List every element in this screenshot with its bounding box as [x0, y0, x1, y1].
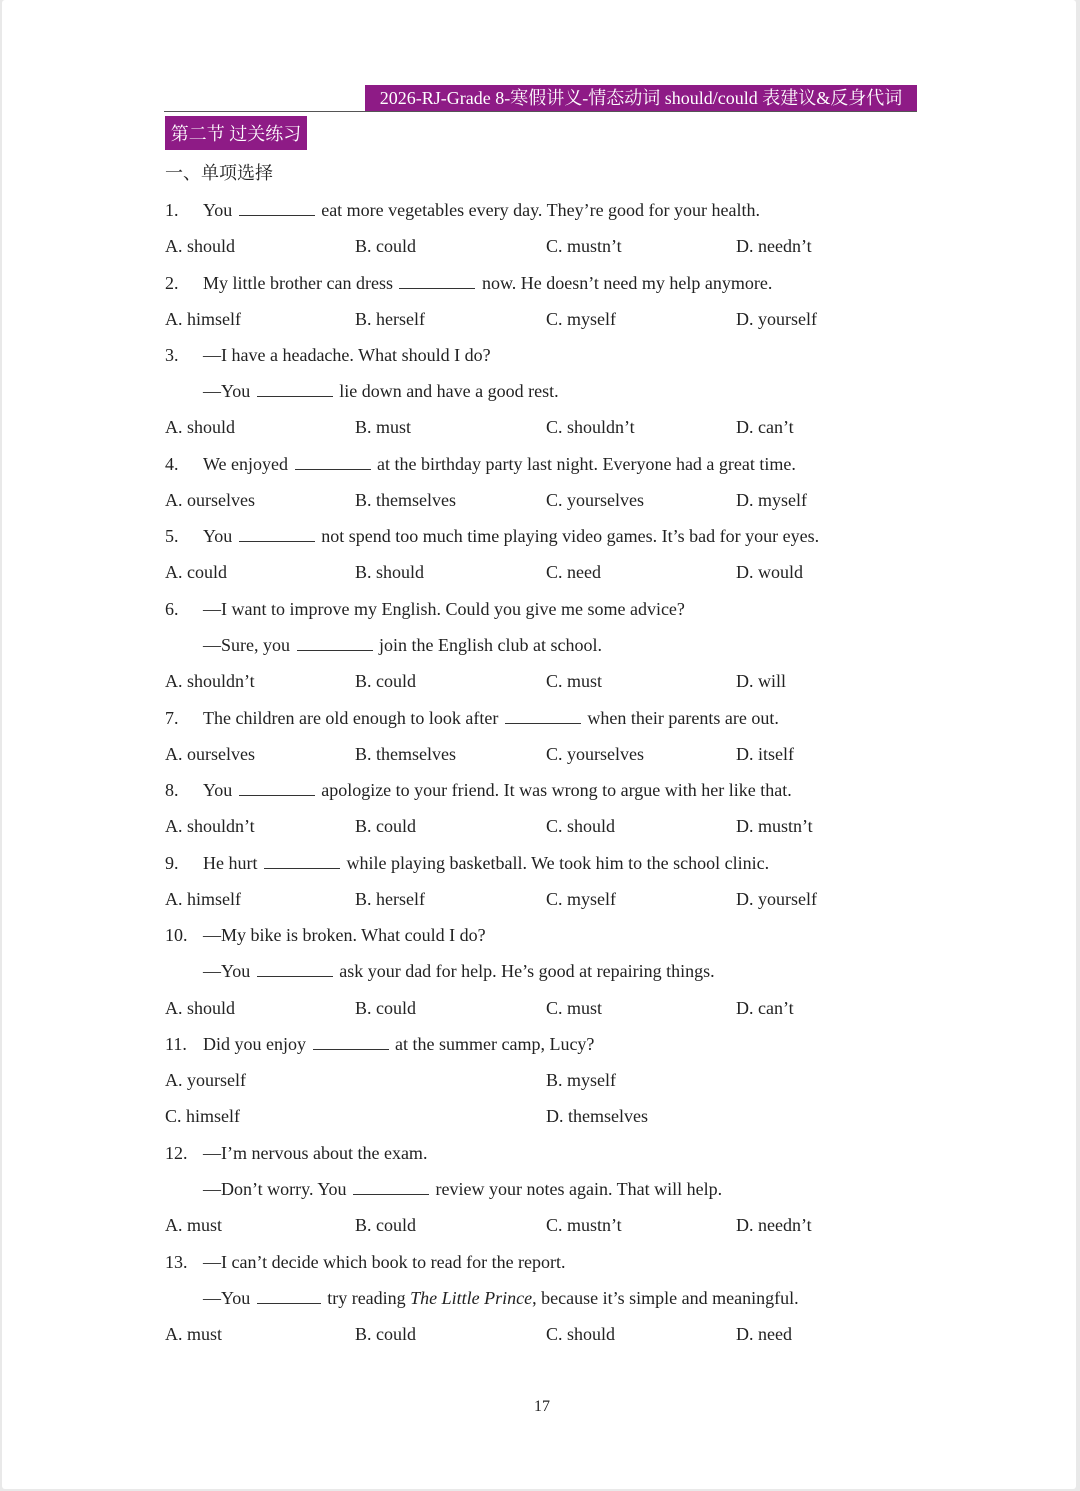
question-stem: He hurt while playing basketball. We took him to the school clinic.: [203, 853, 770, 873]
option-d: D. yourself: [736, 889, 817, 909]
answer-blank: [297, 634, 373, 651]
option-c: C. need: [546, 562, 601, 582]
answer-blank: [239, 779, 315, 796]
question-9: [165, 848, 1025, 878]
question-stem: The children are old enough to look after when their parents are out.: [203, 708, 779, 728]
question-3: [165, 340, 1025, 370]
option-a: A. must: [165, 1324, 223, 1344]
question-number: 12.: [165, 1143, 188, 1163]
question-number: 13.: [165, 1252, 188, 1272]
option-d: D. can’t: [736, 417, 794, 437]
option-d: D. needn’t: [736, 236, 812, 256]
option-d: D. can’t: [736, 998, 794, 1018]
options-9: [165, 884, 1025, 914]
question-6-reply: [165, 630, 1025, 660]
answer-blank: [257, 380, 333, 397]
option-c: C. must: [546, 671, 603, 691]
option-a: A. should: [165, 417, 236, 437]
question-4: [165, 449, 1025, 479]
question-number: 1.: [165, 200, 179, 220]
question-number: 11.: [165, 1034, 187, 1054]
option-b: B. could: [355, 816, 416, 836]
options-2: [165, 304, 1025, 334]
question-number: 6.: [165, 599, 179, 619]
answer-blank: [353, 1178, 429, 1195]
option-a: A. should: [165, 236, 236, 256]
option-c: C. shouldn’t: [546, 417, 635, 437]
answer-blank: [264, 852, 340, 869]
options-8: [165, 811, 1025, 841]
options-11-row-1: [165, 1065, 1025, 1095]
question-stem: —My bike is broken. What could I do?: [203, 925, 486, 945]
option-a: A. ourselves: [165, 490, 255, 510]
option-d: D. mustn’t: [736, 816, 813, 836]
option-c: C. mustn’t: [546, 236, 622, 256]
option-b: B. herself: [355, 889, 425, 909]
option-b: B. herself: [355, 309, 425, 329]
question-reply: —You lie down and have a good rest.: [203, 381, 559, 401]
option-a: A. yourself: [165, 1070, 246, 1090]
question-2: [165, 268, 1025, 298]
question-7: [165, 703, 1025, 733]
header-title: 2026-RJ-Grade 8-寒假讲义-情态动词 should/could 表建议&反身代词: [365, 85, 917, 111]
question-stem: —I can’t decide which book to read for the report.: [203, 1252, 566, 1272]
answer-blank: [399, 272, 475, 289]
answer-blank: [313, 1033, 389, 1050]
question-stem: —I want to improve my English. Could you give me some advice?: [203, 599, 685, 619]
option-c: C. yourselves: [546, 490, 644, 510]
question-stem: My little brother can dress now. He doesn’t need my help anymore.: [203, 273, 773, 293]
options-3: [165, 412, 1025, 442]
question-stem: —I’m nervous about the exam.: [203, 1143, 428, 1163]
question-stem: —I have a headache. What should I do?: [203, 345, 491, 365]
option-b: B. must: [355, 417, 412, 437]
question-reply: —You try reading The Little Prince, because it’s simple and meaningful.: [203, 1288, 799, 1308]
option-a: A. shouldn’t: [165, 816, 255, 836]
option-d: D. would: [736, 562, 803, 582]
question-8: [165, 775, 1025, 805]
question-number: 7.: [165, 708, 179, 728]
question-stem: You eat more vegetables every day. They’re good for your health.: [203, 200, 761, 220]
question-reply: —Sure, you join the English club at school.: [203, 635, 602, 655]
options-13: [165, 1319, 1025, 1349]
option-d: D. yourself: [736, 309, 817, 329]
options-6: [165, 666, 1025, 696]
option-c: C. himself: [165, 1106, 240, 1126]
option-a: A. shouldn’t: [165, 671, 255, 691]
option-a: A. himself: [165, 309, 241, 329]
option-d: D. itself: [736, 744, 794, 764]
option-d: D. will: [736, 671, 787, 691]
question-number: 3.: [165, 345, 179, 365]
answer-blank: [257, 960, 333, 977]
question-stem: You apologize to your friend. It was wrong to argue with her like that.: [203, 780, 792, 800]
option-b: B. themselves: [355, 744, 456, 764]
question-stem: Did you enjoy at the summer camp, Lucy?: [203, 1034, 595, 1054]
question-number: 8.: [165, 780, 179, 800]
option-a: A. must: [165, 1215, 223, 1235]
option-b: B. myself: [546, 1070, 616, 1090]
header-rule: [164, 111, 917, 112]
option-d: D. need: [736, 1324, 792, 1344]
question-1: [165, 195, 1025, 225]
section-title: 第二节 过关练习: [165, 116, 307, 150]
option-c: C. myself: [546, 309, 616, 329]
options-10: [165, 993, 1025, 1023]
options-7: [165, 739, 1025, 769]
question-reply: —You ask your dad for help. He’s good at repairing things.: [203, 961, 715, 981]
option-c: C. mustn’t: [546, 1215, 622, 1235]
option-a: A. could: [165, 562, 227, 582]
option-a: A. himself: [165, 889, 241, 909]
question-5: [165, 521, 1025, 551]
answer-blank: [239, 525, 315, 542]
option-d: D. themselves: [546, 1106, 648, 1126]
question-12: [165, 1138, 1025, 1168]
option-c: C. yourselves: [546, 744, 644, 764]
options-1: [165, 231, 1025, 261]
book-title: The Little Prince: [410, 1288, 533, 1308]
option-c: C. myself: [546, 889, 616, 909]
options-5: [165, 557, 1025, 587]
option-b: B. themselves: [355, 490, 456, 510]
option-d: D. needn’t: [736, 1215, 812, 1235]
question-13-reply: [165, 1283, 1025, 1313]
option-a: A. should: [165, 998, 236, 1018]
question-number: 5.: [165, 526, 179, 546]
question-number: 4.: [165, 454, 179, 474]
answer-blank: [505, 707, 581, 724]
options-12: [165, 1210, 1025, 1240]
option-b: B. could: [355, 1215, 416, 1235]
question-stem: We enjoyed at the birthday party last night. Everyone had a great time.: [203, 454, 796, 474]
question-number: 10.: [165, 925, 188, 945]
part-title: 一、单项选择: [165, 163, 273, 183]
option-a: A. ourselves: [165, 744, 255, 764]
options-11-row-2: [165, 1101, 1025, 1131]
option-b: B. could: [355, 998, 416, 1018]
page-number: 17: [534, 1398, 550, 1415]
question-13: [165, 1247, 1025, 1277]
option-b: B. should: [355, 562, 425, 582]
question-3-reply: [165, 376, 1025, 406]
option-c: C. must: [546, 998, 603, 1018]
document-page: [2, 0, 1076, 1489]
options-4: [165, 485, 1025, 515]
question-12-reply: [165, 1174, 1025, 1204]
option-c: C. should: [546, 816, 616, 836]
question-6: [165, 594, 1025, 624]
question-11: [165, 1029, 1025, 1059]
answer-blank: [257, 1287, 321, 1304]
question-stem: You not spend too much time playing video games. It’s bad for your eyes.: [203, 526, 820, 546]
question-number: 2.: [165, 273, 179, 293]
question-reply: —Don’t worry. You review your notes again. That will help.: [203, 1179, 723, 1199]
option-d: D. myself: [736, 490, 807, 510]
option-b: B. could: [355, 671, 416, 691]
option-b: B. could: [355, 1324, 416, 1344]
answer-blank: [295, 453, 371, 470]
option-c: C. should: [546, 1324, 616, 1344]
option-b: B. could: [355, 236, 416, 256]
answer-blank: [239, 199, 315, 216]
question-10: [165, 920, 1025, 950]
question-number: 9.: [165, 853, 179, 873]
question-10-reply: [165, 956, 1025, 986]
